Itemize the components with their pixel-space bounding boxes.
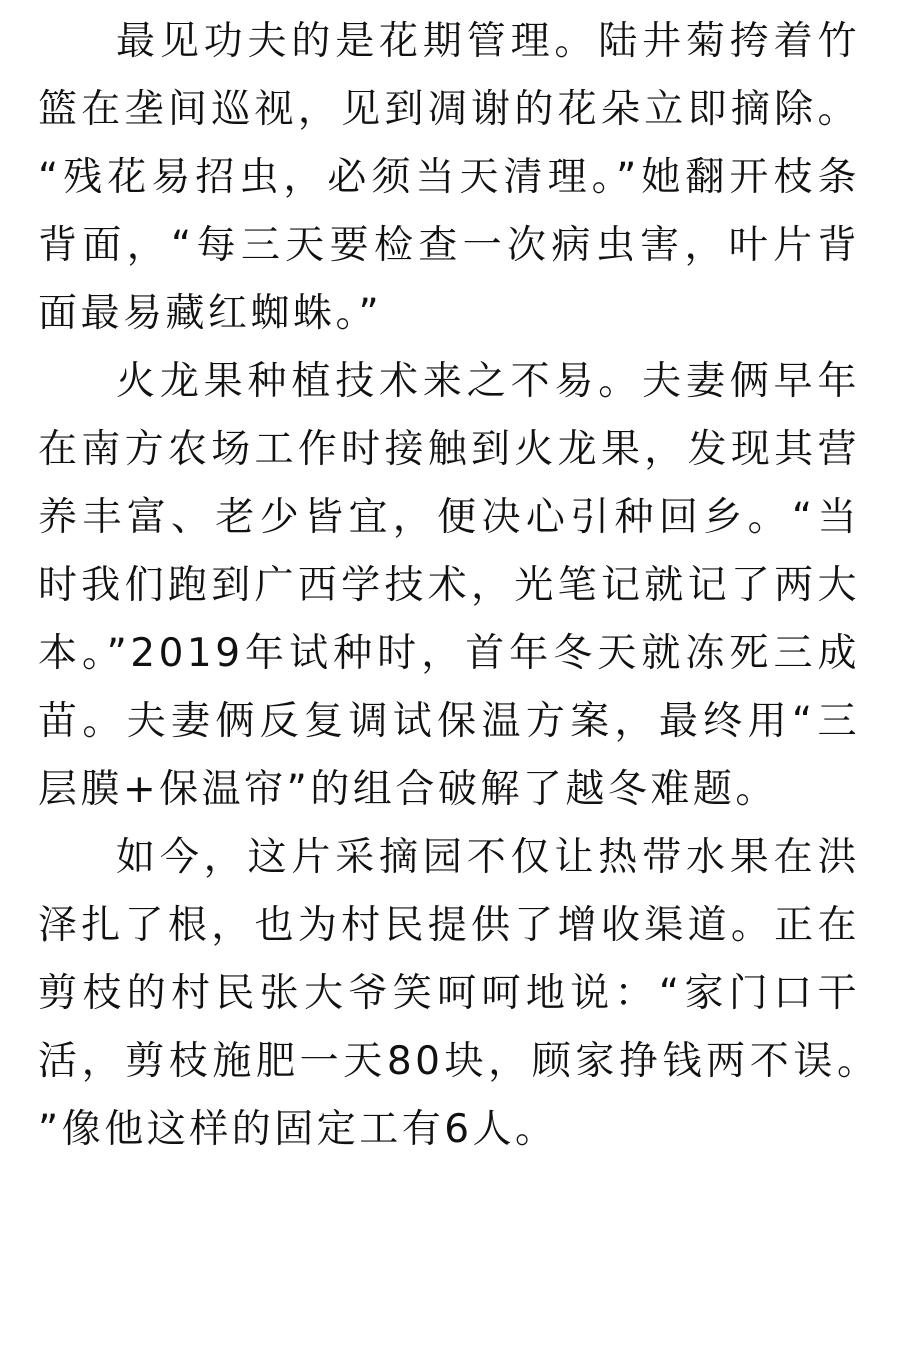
article-body xyxy=(38,8,860,1164)
paragraph-flower-management: 最见功夫的是花期管理。陆井菊挎着竹篮在垄间巡视，见到凋谢的花朵立即摘除。“残花易招虫，必须当天清理。”她翻开枝条背面，“每三天要检查一次病虫害，叶片背面最易藏红蜘蛛。” xyxy=(38,19,860,336)
paragraph-village-income: 如今，这片采摘园不仅让热带水果在洪泽扎了根，也为村民提供了增收渠道。正在剪枝的村民张大爷笑呵呵地说：“家门口干活，剪枝施肥一天80块，顾家挣钱两不误。”像他这样的固定工有6人。 xyxy=(38,835,860,1152)
paragraph-planting-technique: 火龙果种植技术来之不易。夫妻俩早年在南方农场工作时接触到火龙果，发现其营养丰富、老少皆宜，便决心引种回乡。“当时我们跑到广西学技术，光笔记就记了两大本。”2019年试种时，首年冬天就冻死三成苗。夫妻俩反复调试保温方案，最终用“三层膜+保温帘”的组合破解了越冬难题。 xyxy=(38,359,860,812)
